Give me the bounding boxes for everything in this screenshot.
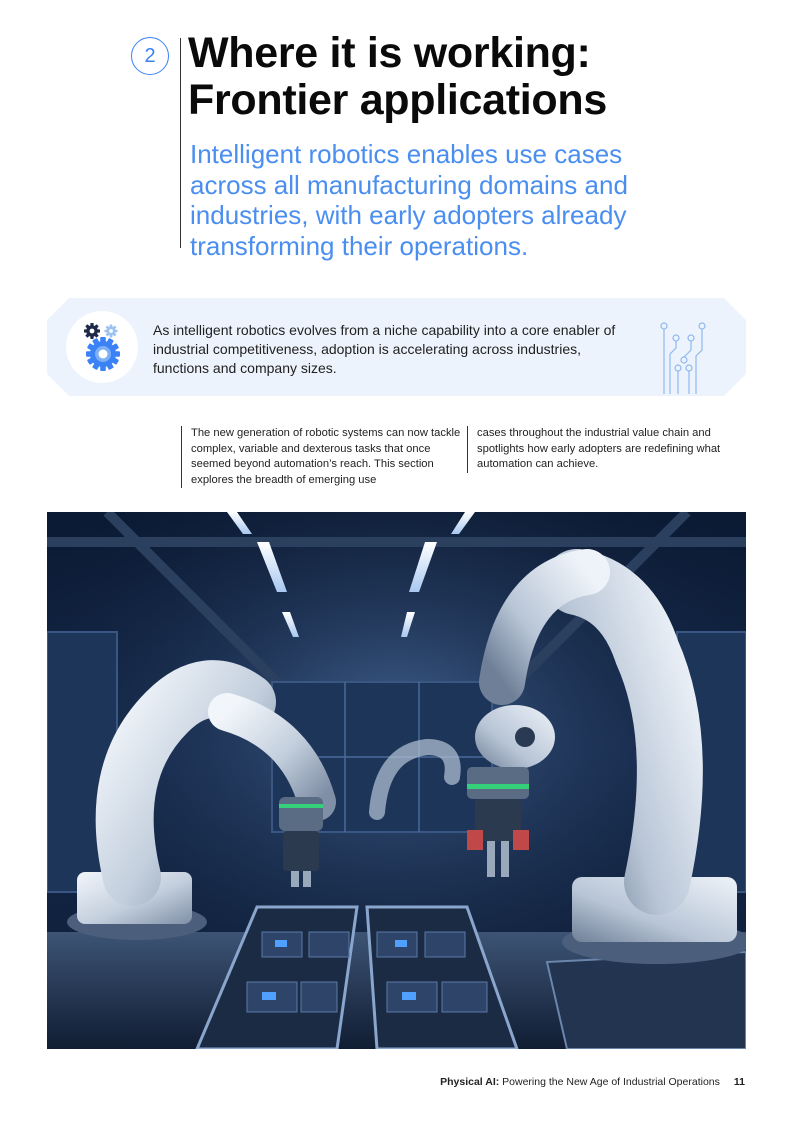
page-number: 11 — [733, 1076, 745, 1088]
gears-icon — [66, 311, 138, 383]
title-divider — [180, 38, 181, 248]
body-column-2 — [467, 426, 747, 473]
page-footer — [440, 1076, 745, 1088]
section-number: 2 — [144, 44, 156, 67]
page-title — [188, 30, 748, 124]
page-subtitle: Intelligent robotics enables use cases across all manufacturing domains and industries, with early adopters already transforming their operations. — [190, 139, 628, 261]
title-line-2: Frontier applications — [188, 76, 607, 124]
robotic-arms-factory-photo — [47, 512, 746, 1049]
circuit-icon — [658, 320, 706, 396]
callout-text: As intelligent robotics evolves from a niche capability into a core enabler of industrial competitiveness, adoption is accelerating across industries, functions and company sizes. — [153, 322, 616, 376]
body-text-1: The new generation of robotic systems can now tackle complex, variable and dexterous tasks that once seemed beyond automation’s reach. This section explores the breadth of emerging use — [191, 427, 461, 486]
footer-doc-title-rest: Powering the New Age of Industrial Operations — [502, 1076, 720, 1088]
body-column-1 — [181, 426, 461, 488]
section-number-badge — [131, 37, 169, 75]
footer-doc-title-bold: Physical AI: — [440, 1076, 500, 1088]
title-line-1: Where it is working: — [188, 29, 591, 77]
footer-doc-title — [440, 1076, 720, 1088]
body-text-2: cases throughout the industrial value chain and spotlights how early adopters are redefining what automation can achieve. — [477, 427, 721, 471]
